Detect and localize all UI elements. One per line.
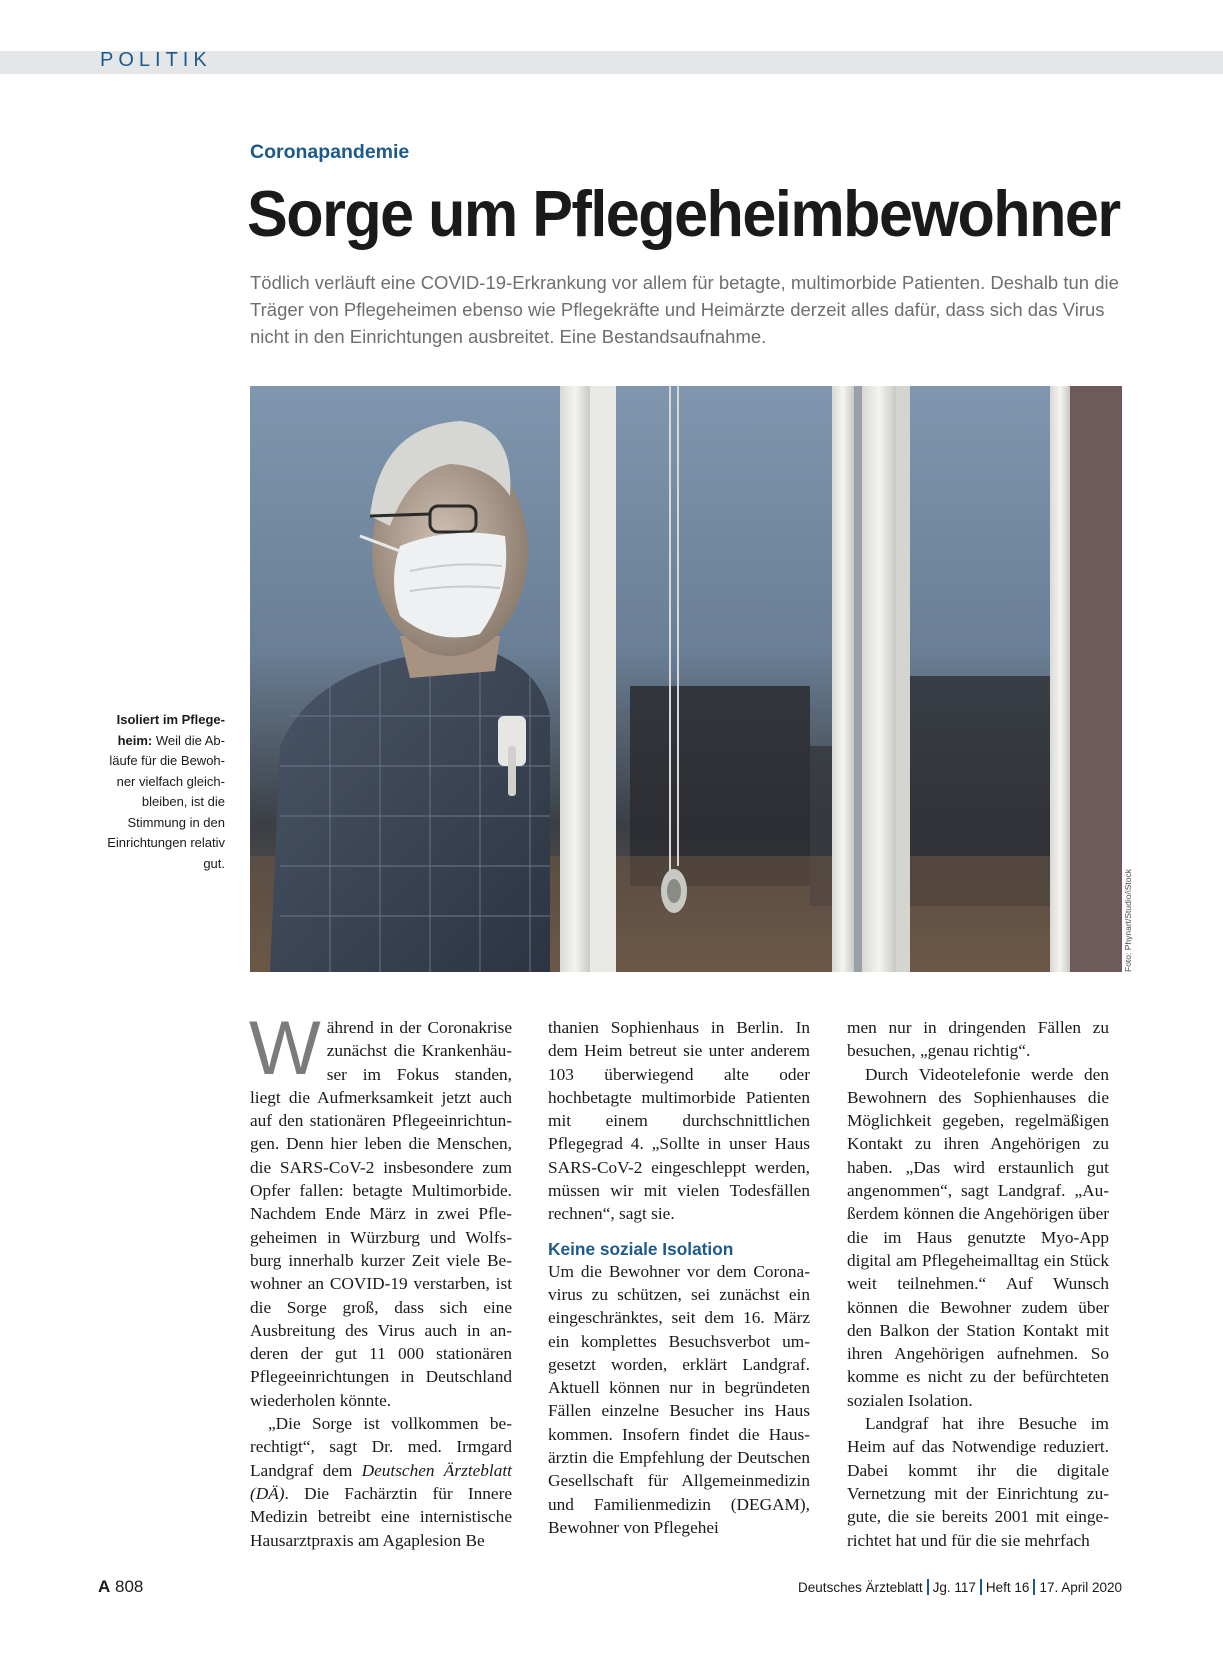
drop-cap: W bbox=[249, 1006, 321, 1091]
caption-title: Isoliert im Pflegeheim: bbox=[116, 712, 225, 748]
journal-issue: Heft 16 bbox=[985, 1580, 1030, 1595]
photo-caption bbox=[95, 710, 225, 874]
paragraph: Um die Bewohner vor dem Coronavirus zu schützen, sei zunächst ein eingeschränktes, seit dem 16. März ein komplettes Besuchsverbot umgesetzt worden, erklärt Landgraf. Aktuell können nur in begründeten Fällen einzelne Besucher ins Haus kommen. Insofern findet die Hausärztin die Empfehlung der Deutschen Gesellschaft für Allgemeinmedizin und Familienmedizin (DEGAM), Bewohner von Pflegehei bbox=[548, 1261, 810, 1537]
paragraph-text: . Die Fachärztin für Innere Medizin betreibt eine internistische Hausarztpraxis am Agaplesion Be bbox=[250, 1483, 512, 1550]
footer-separator bbox=[927, 1579, 929, 1595]
paragraph: Landgraf hat ihre Besuche im Heim auf das Notwendige reduziert. Dabei kommt ihr die digitale Vernetzung mit der Einrichtung zugute, die sie bereits 2001 mit eingerichtet hat und für die sie mehrfach bbox=[847, 1414, 1109, 1550]
article-kicker: Coronapandemie bbox=[250, 141, 410, 163]
paragraph: men nur in dringenden Fällen zu besuchen, „genau richtig“. bbox=[847, 1018, 1109, 1061]
body-column-3 bbox=[847, 1016, 1109, 1552]
paragraph: Durch Videotelefonie werde den Bewohnern des Sophienhauses die Möglichkeit gegeben, regelmäßigen Kontakt zu ihren Angehörigen zu haben. „Das wird erstaunlich gut angenommen“, sagt Landgraf. „Außerdem können die Angehörigen über die im Haus genutzte Myo-App digital am Pflegeheimalltag ein Stück weit teilnehmen.“ Auf Wunsch können die Bewohner zudem über den Balkon der Station Kontakt mit ihren Angehörigen aufnehmen. So komme es nicht zu der befürchteten sozialen Isolation. bbox=[847, 1064, 1109, 1410]
photo-illustration bbox=[250, 386, 1122, 972]
paragraph bbox=[250, 1412, 512, 1552]
page-number bbox=[98, 1577, 143, 1597]
section-subheading: Keine soziale Isolation bbox=[548, 1238, 734, 1259]
page-number-value: 808 bbox=[115, 1577, 144, 1596]
article-headline: Sorge um Pflegeheimbewohner bbox=[247, 177, 1120, 250]
journal-name: Deutsches Ärzteblatt bbox=[798, 1580, 923, 1595]
journal-volume: Jg. 117 bbox=[932, 1580, 976, 1595]
caption-text: Weil die Abläufe für die Bewohner vielfach gleichbleiben, ist die Stimmung in den Einrichtungen relativ gut. bbox=[107, 732, 225, 871]
article-lead: Tödlich verläuft eine COVID-19-Erkrankung vor allem für betagte, multimorbide Patienten. Deshalb tun die Träger von Pflegeheimen ebenso wie Pflegekräfte und Heimärzte derzeit alles dafür, dass sich das Virus nicht in den Einrichtungen ausbreitet. Eine Bestandsaufnahme. bbox=[250, 272, 1119, 347]
footer-separator bbox=[1033, 1579, 1035, 1595]
footer-separator bbox=[980, 1579, 982, 1595]
section-label: POLITIK bbox=[100, 49, 212, 71]
page-prefix: A bbox=[98, 1577, 111, 1596]
paragraph-text: „Die Sorge ist vollkommen berechtigt“, sagt Dr. med. Irmgard Landgraf dem bbox=[250, 1414, 512, 1480]
journal-date: 17. April 2020 bbox=[1039, 1580, 1122, 1595]
paragraph: ährend in der Coronakrise zunächst die Krankenhäuser im Fokus standen, liegt die Aufmerksamkeit jetzt auch auf den stationären Pflegeeinrichtungen. Denn hier leben die Menschen, die SARS-CoV-2 insbesondere zum Opfer fallen: betagte Multimorbide. Nachdem Ende März in zwei Pflegeheimen in Würzburg und Wolfsburg innerhalb kurzer Zeit viele Bewohner an COVID-19 verstarben, ist die Sorge groß, dass sich eine Ausbreitung des Virus auch in anderen der gut 11 000 stationären Pflegeeinrichtungen in Deutschland wiederholen könnte. bbox=[250, 1018, 512, 1410]
article-photo bbox=[250, 386, 1122, 972]
photo-credit: Foto: Phynart/Studio/iStock bbox=[1123, 869, 1133, 972]
body-column-1 bbox=[249, 1006, 512, 1552]
footer-info bbox=[798, 1579, 1122, 1595]
body-column-2 bbox=[548, 1016, 810, 1539]
publication-name: Deutschen Ärzteblatt (DÄ) bbox=[250, 1460, 512, 1503]
paragraph: thanien Sophienhaus in Berlin. In dem Heim betreut sie unter anderem 103 überwiegend alte oder hochbetagte multimorbide Patienten mit einem durchschnittlichen Pflegegrad 4. „Sollte in unser Haus SARS-CoV-2 eingeschleppt werden, müssen wir mit vielen Todesfällen rechnen“, sagt sie. bbox=[548, 1018, 810, 1224]
